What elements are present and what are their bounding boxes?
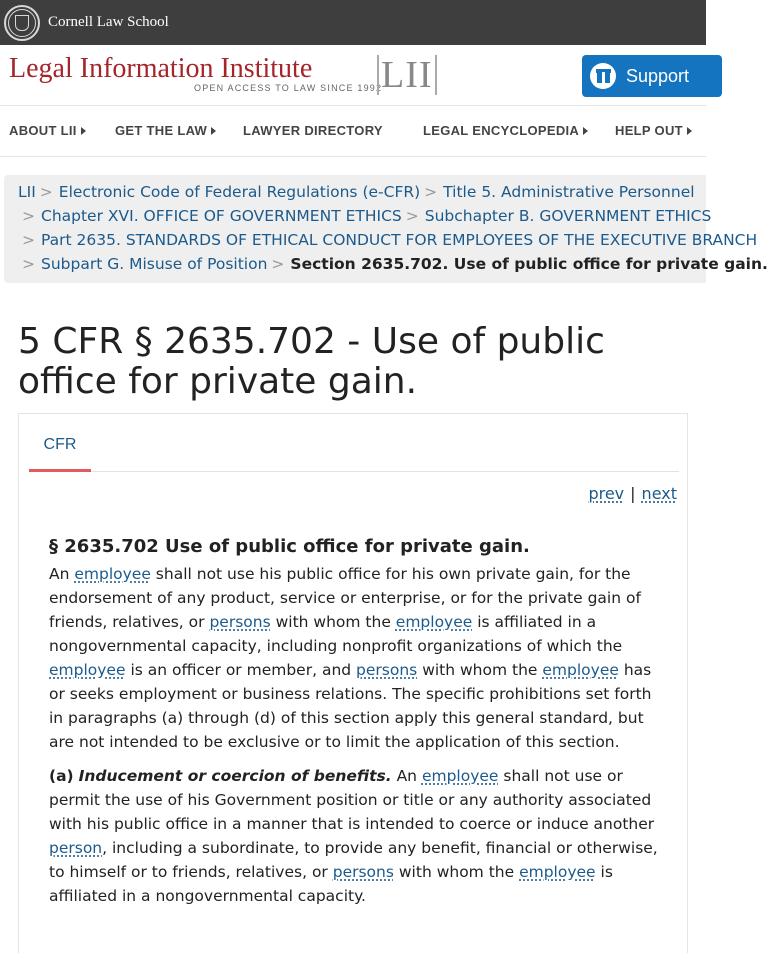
main-nav [0,106,706,157]
caret-right-icon [81,127,86,135]
term-link[interactable]: employee [395,613,473,631]
tab-cfr[interactable]: CFR [29,414,91,472]
site-header [0,45,706,106]
breadcrumb-item[interactable]: Part 2635. STANDARDS OF ETHICAL CONDUCT FOR EMPLOYEES OF THE EXECUTIVE BRANCH [41,231,758,249]
content-card [18,413,688,953]
site-title[interactable]: Legal Information Institute [9,53,313,84]
term-link[interactable]: persons [209,613,271,631]
pager-separator: | [630,484,636,503]
caret-right-icon [583,127,588,135]
breadcrumb-separator-icon: > [39,183,53,201]
term-link[interactable]: employee [519,863,596,881]
breadcrumb-item[interactable]: Subpart G. Misuse of Position [41,255,268,273]
nav-about-lii[interactable]: ABOUT LII [9,123,86,138]
breadcrumb-item[interactable]: Title 5. Administrative Personnel [443,183,695,201]
page-title: 5 CFR § 2635.702 - Use of public office for private gain. [18,321,605,402]
nav-legal-encyclopedia[interactable]: LEGAL ENCYCLOPEDIA [423,123,588,138]
breadcrumb-separator-icon: > [22,231,35,249]
section-intro: An employee shall not use his public office for his own private gain, for the endorsement of any product, service or enterprise, or for the private gain of friends, relatives, or persons with whom the employee is affiliated in a nongovernmental capacity, including nonprofit organizations of which the employee is an officer or member, and persons with whom the employee has or seeks employment or business relations. The specific prohibitions set forth in paragraphs (a) through (d) of this section apply this general standard, but are not intended to be exclusive or to limit the application of this section. [49,565,652,751]
site-tagline: OPEN ACCESS TO LAW SINCE 1992 [194,83,383,93]
term-link[interactable]: employee [49,661,126,679]
breadcrumb-separator-icon: > [424,183,438,201]
next-link[interactable]: next [641,484,677,503]
section-body [49,534,659,918]
cornell-bar [0,0,706,45]
paragraph-heading: Inducement or coercion of benefits. [78,767,392,785]
term-link[interactable]: employee [542,661,619,679]
term-link[interactable]: persons [356,661,418,679]
prev-link[interactable]: prev [588,484,625,503]
tab-bar [29,414,679,472]
breadcrumb-current: Section 2635.702. Use of public office for private gain. [290,255,768,273]
cornell-seal-icon[interactable] [4,5,40,41]
caret-right-icon [211,127,216,135]
nav-help-out[interactable]: HELP OUT [615,123,692,138]
breadcrumb [4,175,768,283]
gift-icon [590,63,616,89]
section-heading: § 2635.702 Use of public office for private gain. [49,536,530,557]
term-link[interactable]: persons [332,863,394,881]
breadcrumb-item[interactable]: LII [18,183,36,201]
breadcrumb-separator-icon: > [271,255,285,273]
breadcrumb-item[interactable]: Chapter XVI. OFFICE OF GOVERNMENT ETHICS [41,207,402,225]
breadcrumb-item[interactable]: Electronic Code of Federal Regulations (e-CFR) [58,183,421,201]
pager [588,484,677,503]
support-button[interactable] [582,55,722,97]
paragraph-label: (a) [49,767,74,785]
lii-logo[interactable]: LII [377,55,437,95]
breadcrumb-separator-icon: > [22,207,35,225]
nav-lawyer-directory[interactable]: LAWYER DIRECTORY [243,123,383,138]
cornell-link[interactable]: Cornell Law School [48,14,169,30]
term-link[interactable]: person [49,839,103,857]
breadcrumb-separator-icon: > [22,255,35,273]
nav-get-the-law[interactable]: GET THE LAW [115,123,216,138]
paragraph-a: (a) Inducement or coercion of benefits. An employee shall not use or permit the use of his Government position or title or any authority associated with his public office in a manner that is intended to coerce or induce another person, including a subordinate, to provide any benefit, financial or otherwise, to himself or to friends, relatives, or persons with whom the employee is affiliated in a nongovernmental capacity. [49,767,658,905]
breadcrumb-item[interactable]: Subchapter B. GOVERNMENT ETHICS [424,207,712,225]
term-link[interactable]: employee [421,767,499,785]
support-label: Support [626,65,690,86]
breadcrumb-separator-icon: > [405,207,419,225]
caret-right-icon [687,127,692,135]
term-link[interactable]: employee [74,565,151,583]
